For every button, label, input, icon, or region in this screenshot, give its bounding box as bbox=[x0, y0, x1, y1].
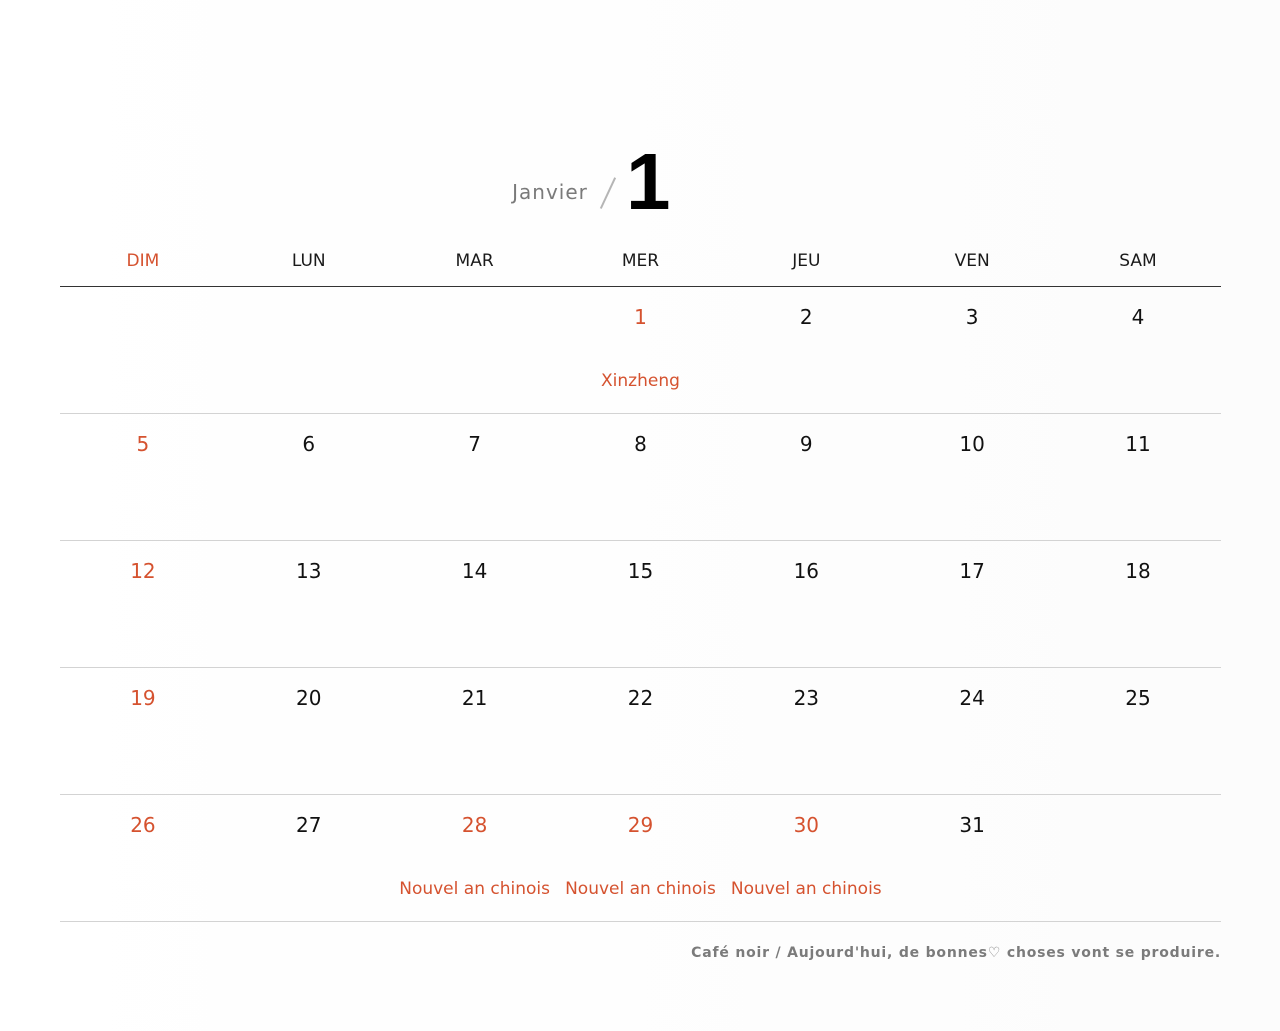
weekday-header-row bbox=[60, 240, 1221, 287]
day-number: 31 bbox=[959, 813, 985, 837]
day-cell bbox=[1055, 668, 1221, 794]
weekday-friday: VEN bbox=[954, 251, 990, 271]
day-number: 1 bbox=[634, 305, 647, 329]
day-cell bbox=[889, 668, 1055, 794]
week-row-4 bbox=[60, 668, 1221, 795]
calendar-grid bbox=[60, 240, 1221, 922]
day-number: 3 bbox=[965, 305, 979, 329]
week-row-1 bbox=[60, 287, 1221, 414]
day-cell bbox=[392, 541, 558, 667]
day-cell bbox=[60, 287, 226, 413]
day-cell bbox=[889, 795, 1055, 921]
day-number: 10 bbox=[959, 432, 985, 456]
day-cell bbox=[392, 795, 558, 921]
day-cell bbox=[1055, 287, 1221, 413]
day-number: 5 bbox=[136, 432, 150, 456]
day-cell bbox=[60, 795, 226, 921]
day-cell bbox=[889, 541, 1055, 667]
day-cell bbox=[558, 287, 724, 413]
day-cell bbox=[60, 541, 226, 667]
day-number: 13 bbox=[296, 559, 322, 583]
day-number: 21 bbox=[461, 686, 488, 710]
day-cell bbox=[1055, 414, 1221, 540]
weekday-sunday: DIM bbox=[126, 251, 160, 271]
day-event: Xinzheng bbox=[601, 371, 680, 391]
weekday-monday: LUN bbox=[291, 251, 326, 271]
month-number: 1 bbox=[626, 137, 671, 226]
week-row-3 bbox=[60, 541, 1221, 668]
day-event: Nouvel an chinois bbox=[399, 879, 550, 899]
day-number: 17 bbox=[959, 559, 985, 583]
day-number: 18 bbox=[1125, 559, 1151, 583]
day-number: 2 bbox=[799, 305, 813, 329]
day-cell bbox=[723, 541, 889, 667]
day-cell bbox=[392, 414, 558, 540]
day-cell bbox=[1055, 795, 1221, 921]
day-cell bbox=[723, 795, 889, 921]
day-number: 23 bbox=[793, 686, 820, 710]
day-number: 11 bbox=[1125, 432, 1151, 456]
month-divider-slash bbox=[600, 176, 616, 208]
day-number: 28 bbox=[461, 813, 488, 837]
day-number: 4 bbox=[1131, 305, 1145, 329]
weekday-thursday: JEU bbox=[792, 251, 821, 271]
day-cell bbox=[723, 287, 889, 413]
day-cell bbox=[226, 541, 392, 667]
footer-tagline: Café noir / Aujourd'hui, de bonnes♡ choses vont se produire. bbox=[691, 945, 1221, 961]
day-cell bbox=[889, 414, 1055, 540]
day-number: 19 bbox=[130, 686, 156, 710]
day-number: 24 bbox=[959, 686, 985, 710]
day-cell bbox=[558, 414, 724, 540]
day-cell bbox=[723, 414, 889, 540]
day-cell bbox=[558, 668, 724, 794]
day-number: 30 bbox=[793, 813, 820, 837]
day-number: 25 bbox=[1125, 686, 1151, 710]
day-cell bbox=[60, 414, 226, 540]
day-cell bbox=[558, 541, 724, 667]
day-cell bbox=[226, 287, 392, 413]
day-cell bbox=[1055, 541, 1221, 667]
weekday-saturday: SAM bbox=[1119, 251, 1157, 271]
month-name: Janvier bbox=[512, 180, 588, 204]
day-cell bbox=[889, 287, 1055, 413]
week-row-5 bbox=[60, 795, 1221, 922]
day-number: 29 bbox=[627, 813, 654, 837]
day-cell bbox=[392, 287, 558, 413]
day-number: 16 bbox=[793, 559, 820, 583]
day-number: 12 bbox=[130, 559, 156, 583]
weekday-tuesday: MAR bbox=[455, 251, 494, 271]
day-number: 22 bbox=[627, 686, 654, 710]
day-number: 26 bbox=[130, 813, 156, 837]
calendar-header bbox=[0, 137, 1280, 230]
day-cell bbox=[60, 668, 226, 794]
day-number: 7 bbox=[468, 432, 481, 456]
weekday-wednesday: MER bbox=[621, 251, 660, 271]
day-number: 8 bbox=[634, 432, 647, 456]
day-cell bbox=[226, 414, 392, 540]
day-number: 9 bbox=[799, 432, 813, 456]
day-number: 27 bbox=[296, 813, 322, 837]
day-number: 6 bbox=[302, 432, 316, 456]
day-event: Nouvel an chinois bbox=[565, 879, 716, 899]
day-number: 15 bbox=[627, 559, 654, 583]
day-number: 20 bbox=[296, 686, 322, 710]
day-cell bbox=[558, 795, 724, 921]
day-cell bbox=[226, 668, 392, 794]
day-cell bbox=[392, 668, 558, 794]
day-cell bbox=[226, 795, 392, 921]
week-row-2 bbox=[60, 414, 1221, 541]
day-cell bbox=[723, 668, 889, 794]
day-event: Nouvel an chinois bbox=[730, 879, 882, 899]
day-number: 14 bbox=[461, 559, 488, 583]
